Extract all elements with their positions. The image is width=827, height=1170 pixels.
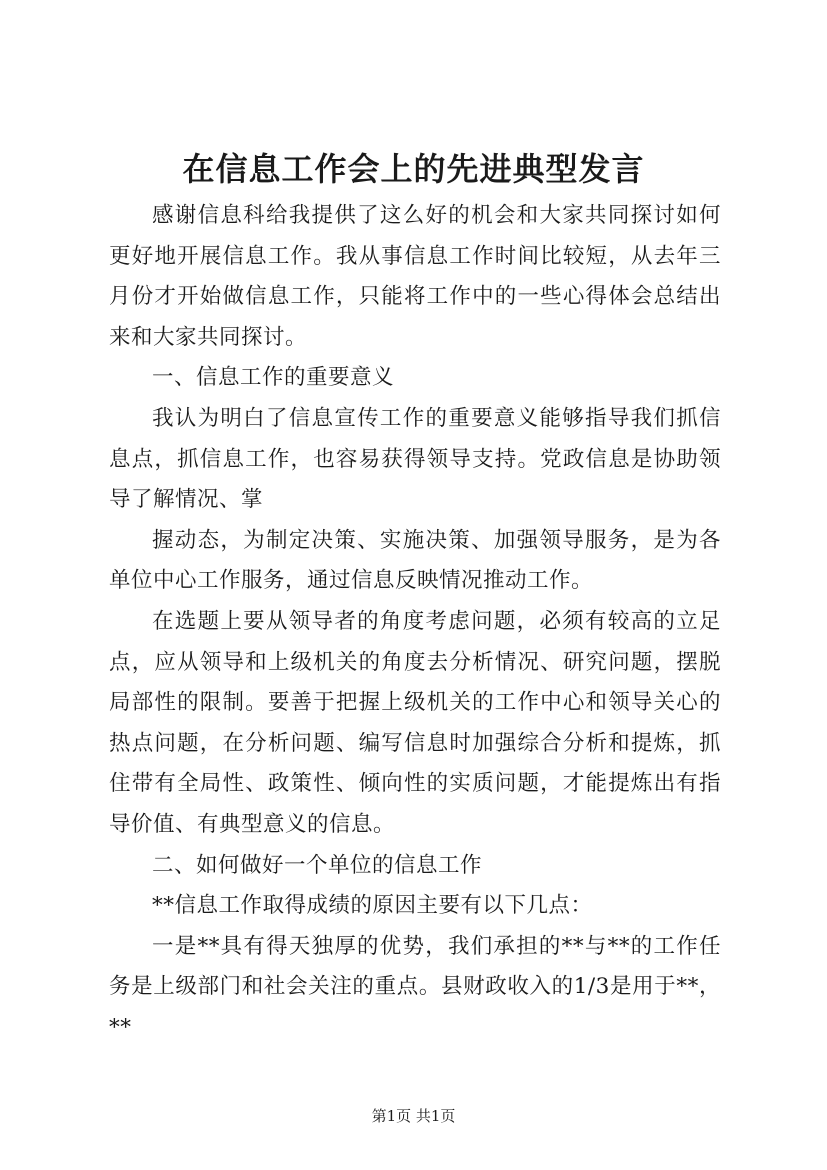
paragraph-intro: 感谢信息科给我提供了这么好的机会和大家共同探讨如何更好地开展信息工作。我从事信息工作时间比较短，从去年三月份才开始做信息工作，只能将工作中的一些心得体会总结出来和大家共同探讨。 [109,203,721,350]
paragraph-topic-selection: 在选题上要从领导者的角度考虑问题，必须有较高的立足点，应从领导和上级机关的角度去分析情况、研究问题，摆脱局部性的限制。要善于把握上级机关的工作中心和领导关心的热点问题，在分析问题、编写信息时加强综合分析和提炼，抓住带有全局性、政策性、倾向性的实质问题，才能提炼出有指导价值、有典型意义的信息。 [109,608,721,837]
section-heading-1: 一、信息工作的重要意义 [152,365,395,391]
paragraph-first-reason: 一是**具有得天独厚的优势，我们承担的**与**的工作任务是上级部门和社会关注的重点。县财政收入的1/3是用于**，** [109,933,721,1040]
paragraph-dynamics: 握动态，为制定决策、实施决策、加强领导服务，是为各单位中心工作服务，通过信息反映情况推动工作。 [109,527,721,594]
paragraph-reasons: **信息工作取得成绩的原因主要有以下几点： [152,893,593,919]
page-footer: 第1页 共1页 [371,1107,456,1125]
section-heading-2: 二、如何做好一个单位的信息工作 [152,852,483,878]
page-title: 在信息工作会上的先进典型发言 [182,150,645,188]
document-body [109,196,721,1048]
paragraph-importance: 我认为明白了信息宣传工作的重要意义能够指导我们抓信息点，抓信息工作，也容易获得领导支持。党政信息是协助领导了解情况、掌 [109,405,721,513]
